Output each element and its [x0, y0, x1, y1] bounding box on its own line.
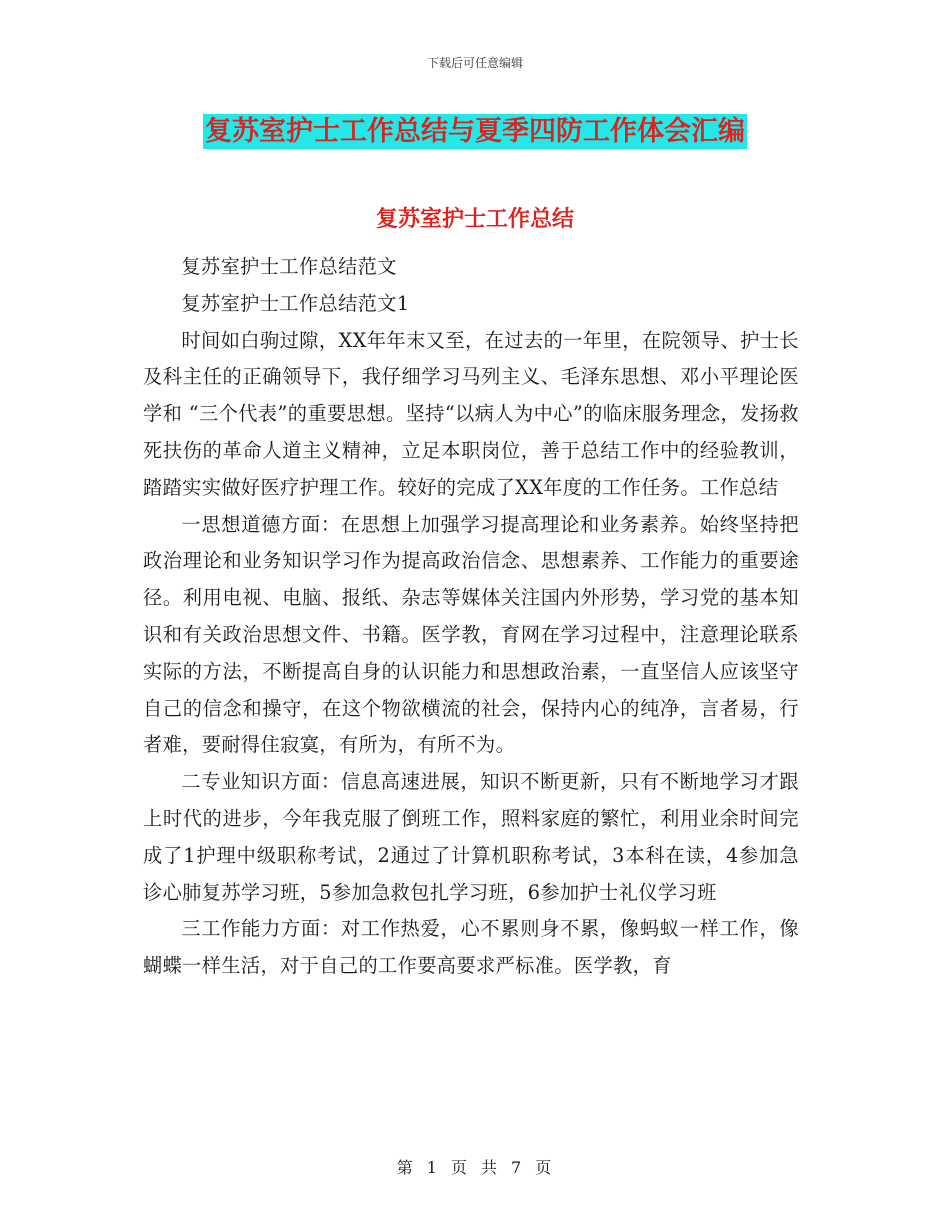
footer-total-prefix: 共	[481, 1158, 500, 1177]
main-title-text: 复苏室护士工作总结与夏季四防工作体会汇编	[205, 116, 745, 147]
section-title: 复苏室护士工作总结	[375, 206, 574, 232]
body-text	[143, 249, 799, 985]
paragraph: 时间如白驹过隙，XX年年末又至，在过去的一年里，在院领导、护士长及科主任的正确领导下，我仔细学习马列主义、毛泽东思想、邓小平理论医学和 “三个代表”的重要思想。坚持“以病人为中心”的临床服务理念，发扬救死扶伤的革命人道主义精神，立足本职岗位，善于总结工作中的经验教训，踏踏实实做好医疗护理工作。较好的完成了XX年度的工作任务。工作总结	[143, 328, 799, 499]
paragraph: 一思想道德方面：在思想上加强学习提高理论和业务素养。始终坚持把政治理论和业务知识学习作为提高政治信念、思想素养、工作能力的重要途径。利用电视、电脑、报纸、杂志等媒体关注国内外形势，学习党的基本知识和有关政治思想文件、书籍。医学教，育网在学习过程中，注意理论联系实际的方法，不断提高自身的认识能力和思想政治素，一直坚信人应该坚守自己的信念和操守，在这个物欲横流的社会，保持内心的纯净，言者易，行者难，要耐得住寂寞，有所为，有所不为。	[143, 512, 799, 757]
main-title	[0, 109, 950, 148]
footer-total-pages: 7	[511, 1158, 524, 1177]
paragraph: 复苏室护士工作总结范文	[181, 255, 397, 278]
paragraph: 三工作能力方面：对工作热爱，心不累则身不累，像蚂蚁一样工作，像蝴蝶一样生活，对于自己的工作要高要求严标准。医学教，育	[143, 917, 799, 978]
footer-total-suffix: 页	[535, 1158, 554, 1177]
paragraph: 复苏室护士工作总结范文1	[181, 291, 410, 315]
footer-page-mid: 页	[450, 1158, 469, 1177]
footer-page-number: 1	[426, 1158, 439, 1177]
page-footer	[0, 1155, 950, 1178]
footer-page-prefix: 第	[396, 1158, 415, 1177]
paragraph: 二专业知识方面：信息高速进展，知识不断更新，只有不断地学习才跟上时代的进步，今年我克服了倒班工作，照料家庭的繁忙，利用业余时间完成了1护理中级职称考试，2通过了计算机职称考试，3本科在读，4参加急诊心肺复苏学习班，5参加急救包扎学习班，6参加护士礼仪学习班	[143, 770, 799, 904]
header-note: 下载后可任意编辑	[426, 56, 523, 70]
